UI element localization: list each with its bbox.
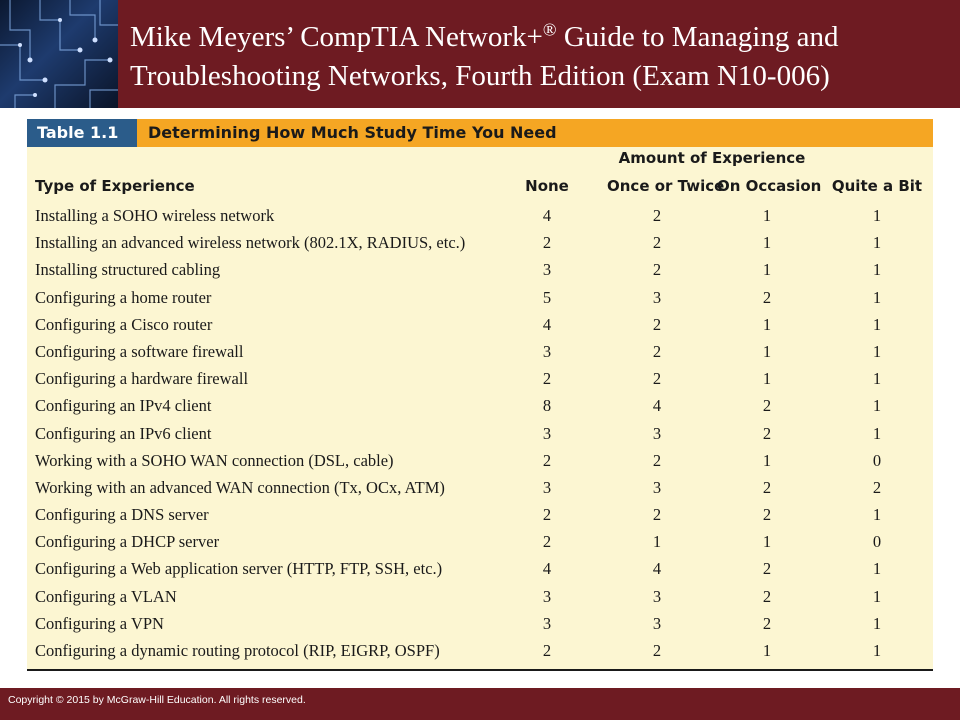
hours-cell: 1 bbox=[872, 260, 882, 280]
hours-cell: 3 bbox=[652, 586, 662, 606]
hours-cell: 2 bbox=[542, 450, 552, 470]
hours-cell: 2 bbox=[542, 369, 552, 389]
experience-type-cell: Configuring a VLAN bbox=[35, 586, 177, 606]
hours-cell: 3 bbox=[652, 613, 662, 633]
table-row bbox=[27, 501, 933, 528]
column-header-once-or-twice: Once or Twice bbox=[607, 177, 725, 195]
table-row bbox=[27, 284, 933, 311]
hours-cell: 3 bbox=[542, 477, 552, 497]
column-header-quite-a-bit: Quite a Bit bbox=[831, 177, 923, 195]
hours-cell: 2 bbox=[762, 559, 772, 579]
experience-type-cell: Configuring a Cisco router bbox=[35, 314, 213, 334]
table-row bbox=[27, 637, 933, 664]
hours-cell: 3 bbox=[652, 477, 662, 497]
experience-type-cell: Installing an advanced wireless network (802.1X, RADIUS, etc.) bbox=[35, 233, 466, 253]
hours-cell: 2 bbox=[652, 369, 662, 389]
hours-cell: 3 bbox=[542, 423, 552, 443]
table-body bbox=[27, 202, 933, 664]
hours-cell: 1 bbox=[762, 260, 772, 280]
hours-cell: 2 bbox=[652, 641, 662, 660]
table-row bbox=[27, 583, 933, 610]
hours-cell: 1 bbox=[762, 641, 772, 660]
hours-cell: 1 bbox=[762, 206, 772, 225]
hours-cell: 2 bbox=[652, 450, 662, 470]
experience-type-cell: Working with a SOHO WAN connection (DSL, cable) bbox=[35, 450, 394, 470]
hours-cell: 2 bbox=[652, 206, 662, 225]
table-row bbox=[27, 229, 933, 256]
hours-cell: 3 bbox=[652, 287, 662, 307]
slide-header bbox=[0, 0, 960, 108]
hours-cell: 4 bbox=[542, 559, 552, 579]
table-row bbox=[27, 610, 933, 637]
hours-cell: 2 bbox=[542, 532, 552, 552]
hours-cell: 1 bbox=[872, 559, 882, 579]
hours-cell: 2 bbox=[652, 314, 662, 334]
hours-cell: 1 bbox=[872, 586, 882, 606]
hours-cell: 2 bbox=[542, 505, 552, 525]
experience-type-cell: Configuring a VPN bbox=[35, 613, 164, 633]
experience-type-cell: Configuring a hardware firewall bbox=[35, 369, 249, 389]
hours-cell: 2 bbox=[652, 233, 662, 253]
hours-cell: 2 bbox=[762, 396, 772, 416]
hours-cell: 1 bbox=[762, 233, 772, 253]
hours-cell: 4 bbox=[652, 396, 662, 416]
hours-cell: 2 bbox=[762, 477, 772, 497]
hours-cell: 2 bbox=[762, 505, 772, 525]
hours-cell: 1 bbox=[872, 396, 882, 416]
hours-cell: 3 bbox=[542, 586, 552, 606]
hours-cell: 3 bbox=[652, 423, 662, 443]
hours-cell: 2 bbox=[652, 341, 662, 361]
hours-cell: 2 bbox=[652, 260, 662, 280]
hours-cell: 1 bbox=[872, 369, 882, 389]
hours-cell: 8 bbox=[542, 396, 552, 416]
hours-cell: 2 bbox=[542, 641, 552, 660]
table-row bbox=[27, 365, 933, 392]
hours-cell: 1 bbox=[762, 532, 772, 552]
hours-cell: 2 bbox=[872, 477, 882, 497]
table-row bbox=[27, 447, 933, 474]
hours-cell: 1 bbox=[872, 233, 882, 253]
title-line1: Mike Meyers’ CompTIA Network+ bbox=[130, 21, 543, 53]
table-row bbox=[27, 555, 933, 582]
hours-cell: 2 bbox=[762, 287, 772, 307]
table-row bbox=[27, 311, 933, 338]
hours-cell: 3 bbox=[542, 341, 552, 361]
hours-cell: 4 bbox=[542, 314, 552, 334]
title-line1-rest: Guide to Managing and bbox=[556, 21, 839, 53]
hours-cell: 1 bbox=[872, 423, 882, 443]
hours-cell: 1 bbox=[652, 532, 662, 552]
experience-type-cell: Installing structured cabling bbox=[35, 260, 221, 280]
experience-type-cell: Configuring a software firewall bbox=[35, 341, 244, 361]
copyright-text: Copyright © 2015 by McGraw-Hill Education. All rights reserved. bbox=[8, 694, 306, 706]
hours-cell: 1 bbox=[872, 505, 882, 525]
hours-cell: 1 bbox=[872, 613, 882, 633]
hours-cell: 1 bbox=[872, 314, 882, 334]
hours-cell: 1 bbox=[872, 641, 882, 660]
slide-title bbox=[130, 18, 950, 96]
hours-cell: 2 bbox=[762, 613, 772, 633]
hours-cell: 1 bbox=[762, 450, 772, 470]
experience-type-cell: Working with an advanced WAN connection (Tx, OCx, ATM) bbox=[35, 477, 445, 497]
column-header-none: None bbox=[525, 177, 569, 195]
hours-cell: 3 bbox=[542, 260, 552, 280]
column-group-header: Amount of Experience bbox=[618, 149, 806, 167]
hours-cell: 2 bbox=[652, 505, 662, 525]
table-row bbox=[27, 420, 933, 447]
hours-cell: 1 bbox=[762, 314, 772, 334]
hours-cell: 3 bbox=[542, 613, 552, 633]
table-row bbox=[27, 474, 933, 501]
title-line2: Troubleshooting Networks, Fourth Edition (Exam N10-006) bbox=[130, 60, 830, 92]
column-header-on-occasion: On Occasion bbox=[717, 177, 822, 195]
hours-cell: 4 bbox=[542, 206, 552, 225]
hours-cell: 0 bbox=[872, 532, 882, 552]
experience-type-cell: Configuring a DHCP server bbox=[35, 532, 220, 552]
experience-type-cell: Configuring a home router bbox=[35, 287, 212, 307]
table-row bbox=[27, 338, 933, 365]
study-time-table bbox=[27, 119, 933, 671]
experience-type-cell: Configuring a Web application server (HTTP, FTP, SSH, etc.) bbox=[35, 559, 443, 579]
circuit-lines-icon bbox=[0, 0, 118, 108]
circuit-board-image bbox=[0, 0, 118, 108]
slide-footer bbox=[0, 688, 960, 720]
hours-cell: 0 bbox=[872, 450, 882, 470]
experience-type-cell: Configuring an IPv4 client bbox=[35, 396, 212, 416]
table-number: Table 1.1 bbox=[27, 119, 137, 147]
hours-cell: 5 bbox=[542, 287, 552, 307]
table-row bbox=[27, 528, 933, 555]
table-row bbox=[27, 202, 933, 229]
hours-cell: 1 bbox=[872, 341, 882, 361]
hours-cell: 2 bbox=[762, 423, 772, 443]
table-row bbox=[27, 392, 933, 419]
hours-cell: 1 bbox=[762, 341, 772, 361]
hours-cell: 1 bbox=[872, 287, 882, 307]
table-row bbox=[27, 256, 933, 283]
experience-type-cell: Installing a SOHO wireless network bbox=[35, 206, 275, 225]
hours-cell: 2 bbox=[542, 233, 552, 253]
registered-mark: ® bbox=[542, 19, 557, 40]
experience-type-cell: Configuring a DNS server bbox=[35, 505, 209, 525]
hours-cell: 2 bbox=[762, 586, 772, 606]
column-header-type: Type of Experience bbox=[35, 177, 195, 195]
experience-type-cell: Configuring an IPv6 client bbox=[35, 423, 212, 443]
experience-type-cell: Configuring a dynamic routing protocol (RIP, EIGRP, OSPF) bbox=[35, 641, 440, 660]
hours-cell: 1 bbox=[872, 206, 882, 225]
table-caption: Determining How Much Study Time You Need bbox=[148, 123, 557, 142]
hours-cell: 1 bbox=[762, 369, 772, 389]
hours-cell: 4 bbox=[652, 559, 662, 579]
table-caption-bar bbox=[27, 119, 933, 147]
